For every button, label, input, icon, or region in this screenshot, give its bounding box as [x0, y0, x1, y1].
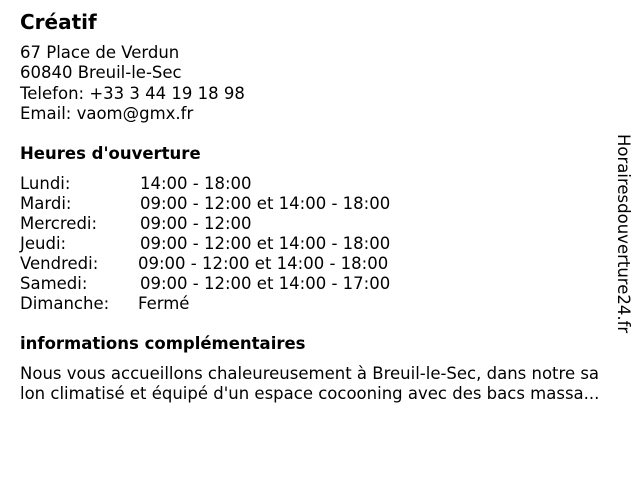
day-label: Jeudi: — [20, 234, 67, 253]
day-label: Vendredi: — [20, 254, 99, 273]
hours-row-thursday — [20, 234, 460, 254]
time-value: 09:00 - 12:00 et 14:00 - 18:00 — [140, 194, 391, 213]
phone-number: Telefon: +33 3 44 19 18 98 — [20, 84, 245, 103]
email-address: Email: vaom@gmx.fr — [20, 104, 194, 123]
hours-row-saturday — [20, 274, 460, 294]
street-address: 67 Place de Verdun — [20, 43, 180, 62]
hours-row-friday — [20, 254, 460, 274]
hours-row-tuesday — [20, 194, 460, 214]
additional-info-text — [20, 364, 632, 404]
time-value: Fermé — [138, 294, 190, 313]
day-label: Mercredi: — [20, 214, 98, 233]
time-value: 14:00 - 18:00 — [140, 174, 252, 193]
hours-row-sunday — [20, 294, 460, 314]
day-label: Samedi: — [20, 274, 88, 293]
day-label: Dimanche: — [20, 294, 110, 313]
time-value: 09:00 - 12:00 et 14:00 - 17:00 — [140, 274, 391, 293]
day-label: Mardi: — [20, 194, 72, 213]
business-name: Créatif — [20, 10, 97, 34]
time-value: 09:00 - 12:00 — [140, 214, 252, 233]
day-label: Lundi: — [20, 174, 71, 193]
time-value: 09:00 - 12:00 et 14:00 - 18:00 — [138, 254, 389, 273]
city-postcode: 60840 Breuil-le-Sec — [20, 63, 182, 82]
time-value: 09:00 - 12:00 et 14:00 - 18:00 — [140, 234, 391, 253]
hours-row-wednesday — [20, 214, 460, 234]
watermark-text: Horairesdouverture24.fr — [614, 134, 633, 334]
hours-row-monday — [20, 174, 460, 194]
opening-hours-heading: Heures d'ouverture — [20, 144, 201, 163]
info-line: lon climatisé et équipé d'un espace cocooning avec des bacs massa... — [20, 384, 600, 403]
site-watermark — [603, 134, 640, 346]
additional-info-heading: informations complémentaires — [20, 334, 306, 353]
info-line: Nous vous accueillons chaleureusement à Breuil-le-Sec, dans notre sa — [20, 364, 600, 383]
